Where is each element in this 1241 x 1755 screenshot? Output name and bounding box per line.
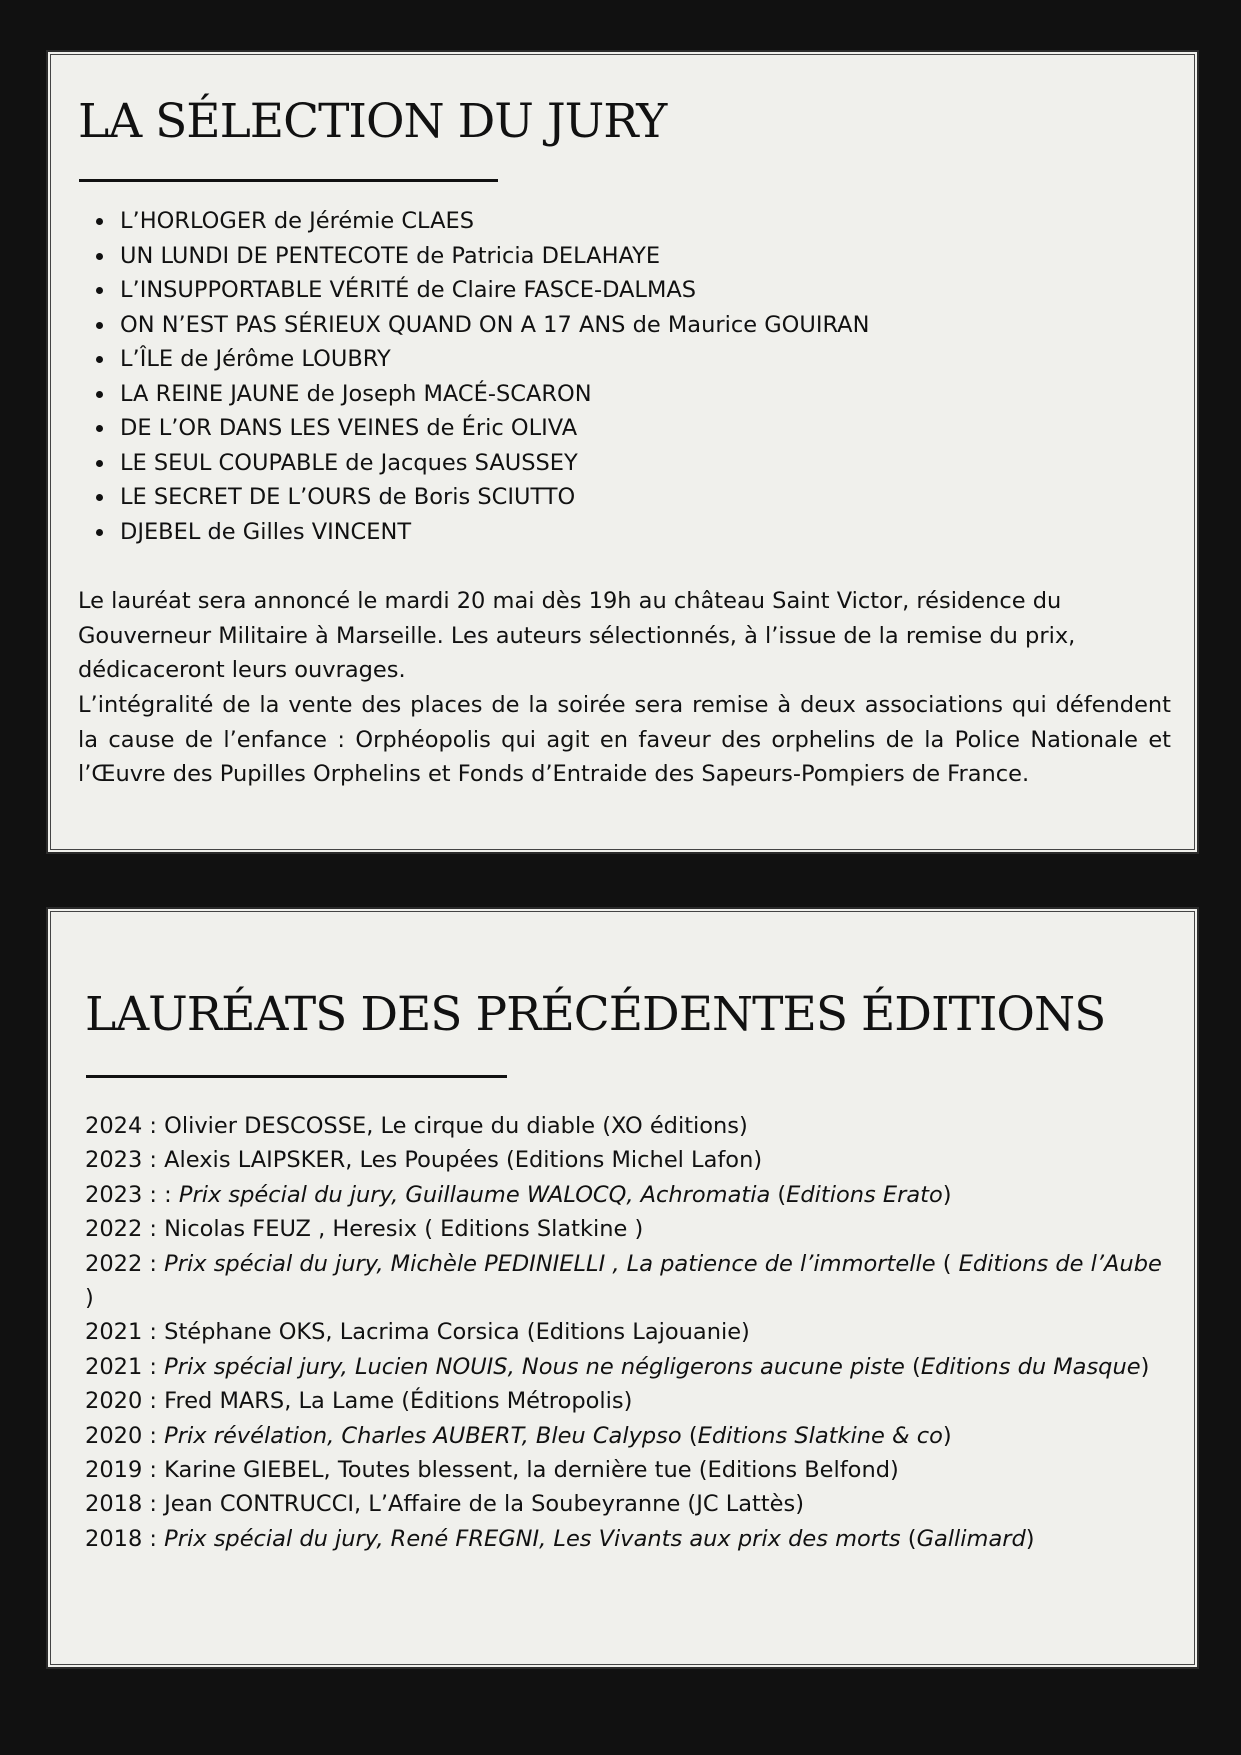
winners-list <box>85 1109 1175 1556</box>
winner-end: ) <box>942 1422 952 1449</box>
list-item <box>85 1178 1175 1212</box>
list-item <box>85 1522 1175 1556</box>
winner-prefix: 2023 : <box>85 1147 165 1174</box>
winner-prefix: 2019 : <box>85 1457 165 1484</box>
title-underline <box>79 179 498 182</box>
winner-plain: Alexis LAIPSKER, Les Poupées (Editions Michel Lafon) <box>164 1147 763 1174</box>
winner-italic: Prix spécial du jury, Michèle PEDINIELLI , La patience de l’immortelle <box>164 1250 936 1277</box>
winner-end: ) <box>1140 1353 1150 1380</box>
list-item <box>85 1143 1175 1177</box>
charity-paragraph: L’intégralité de la vente des places de la soirée sera remise à deux associations qui défendent la cause de l’enfance : Orphéopolis qui agit en faveur des orphelins de la Police Nationale et l’Œuvre des Pupilles Orphelins et Fonds d’Entraide des Sapeurs-Pompiers de France. <box>78 692 1171 787</box>
list-item: DJEBEL de Gilles VINCENT <box>120 515 1200 550</box>
previous-winners-panel <box>46 907 1199 1669</box>
list-item <box>85 1350 1175 1384</box>
winner-plain: Karine GIEBEL, Toutes blessent, la dernière tue (Editions Belfond) <box>164 1457 899 1484</box>
winner-plain: ( <box>904 1353 921 1380</box>
winner-italic: Prix spécial jury, Lucien NOUIS, Nous ne négligerons aucune piste <box>164 1353 905 1380</box>
winner-italic2: Editions du Masque <box>920 1353 1141 1380</box>
list-item: L’INSUPPORTABLE VÉRITÉ de Claire FASCE-DALMAS <box>120 273 1200 308</box>
winner-plain: ( <box>681 1422 698 1449</box>
list-item <box>85 1384 1175 1418</box>
winner-end: ) <box>942 1181 952 1208</box>
winner-italic2: Gallimard <box>916 1525 1026 1552</box>
winner-prefix: 2018 : <box>85 1525 165 1552</box>
list-item: UN LUNDI DE PENTECOTE de Patricia DELAHAYE <box>120 239 1200 274</box>
list-item: L’ÎLE de Jérôme LOUBRY <box>120 342 1200 377</box>
winner-prefix: 2022 : <box>85 1250 165 1277</box>
winner-prefix: 2022 : <box>85 1216 165 1243</box>
winner-prefix: 2020 : <box>85 1388 165 1415</box>
list-item <box>85 1212 1175 1246</box>
list-item: LA REINE JAUNE de Joseph MACÉ-SCARON <box>120 377 1200 412</box>
list-item: L’HORLOGER de Jérémie CLAES <box>120 204 1200 239</box>
winner-plain: Nicolas FEUZ , Heresix ( Editions Slatkine ) <box>164 1216 644 1243</box>
winner-plain: ( <box>770 1181 787 1208</box>
winner-prefix: 2020 : <box>85 1422 165 1449</box>
winner-plain: Fred MARS, La Lame (Éditions Métropolis) <box>164 1388 633 1415</box>
winner-end: ) <box>85 1285 94 1312</box>
winner-plain: ( <box>935 1250 959 1277</box>
winner-italic: Prix spécial du jury, René FREGNI, Les Vivants aux prix des morts <box>164 1525 901 1552</box>
winner-plain: Olivier DESCOSSE, Le cirque du diable (XO éditions) <box>164 1113 748 1139</box>
winner-prefix: 2021 : <box>85 1353 165 1380</box>
list-item: LE SECRET DE L’OURS de Boris SCIUTTO <box>120 480 1200 515</box>
title-underline <box>86 1075 507 1078</box>
previous-winners-title: LAURÉATS DES PRÉCÉDENTES ÉDITIONS <box>85 987 1106 1042</box>
winner-prefix: 2018 : <box>85 1491 165 1518</box>
list-item <box>85 1247 1175 1316</box>
list-item <box>85 1109 1175 1143</box>
list-item <box>85 1453 1175 1487</box>
winner-end: ) <box>1025 1525 1035 1552</box>
winner-prefix: 2021 : <box>85 1319 165 1346</box>
list-item <box>85 1419 1175 1453</box>
jury-selection-panel <box>46 50 1199 854</box>
winner-plain: Jean CONTRUCCI, L’Affaire de la Soubeyranne (JC Lattès) <box>164 1491 805 1518</box>
winner-plain: ( <box>900 1525 917 1552</box>
winner-italic: Prix révélation, Charles AUBERT, Bleu Calypso <box>164 1422 682 1449</box>
list-item: LE SEUL COUPABLE de Jacques SAUSSEY <box>120 446 1200 481</box>
winner-italic: Prix spécial du jury, Guillaume WALOCQ, Achromatia <box>178 1181 771 1208</box>
winner-italic2: Editions Erato <box>786 1181 943 1208</box>
winner-plain: Stéphane OKS, Lacrima Corsica (Editions Lajouanie) <box>164 1319 750 1346</box>
winner-prefix: 2024 : <box>85 1113 165 1139</box>
jury-selection-title: LA SÉLECTION DU JURY <box>78 94 667 149</box>
winner-italic2: Editions de l’Aube <box>958 1250 1162 1277</box>
list-item: ON N’EST PAS SÉRIEUX QUAND ON A 17 ANS de Maurice GOUIRAN <box>120 308 1200 343</box>
winner-prefix: 2023 : : <box>85 1181 179 1208</box>
announcement-paragraph: Le lauréat sera annoncé le mardi 20 mai dès 19h au château Saint Victor, résidence du Gouverneur Militaire à Marseille. Les auteurs sélectionnés, à l’issue de la remise du prix, dédicaceront leurs ouvrages. <box>78 588 1076 683</box>
list-item: DE L’OR DANS LES VEINES de Éric OLIVA <box>120 411 1200 446</box>
list-item <box>85 1487 1175 1521</box>
book-selection-list <box>78 204 1200 549</box>
list-item <box>85 1315 1175 1349</box>
winner-italic2: Editions Slatkine & co <box>697 1422 943 1449</box>
